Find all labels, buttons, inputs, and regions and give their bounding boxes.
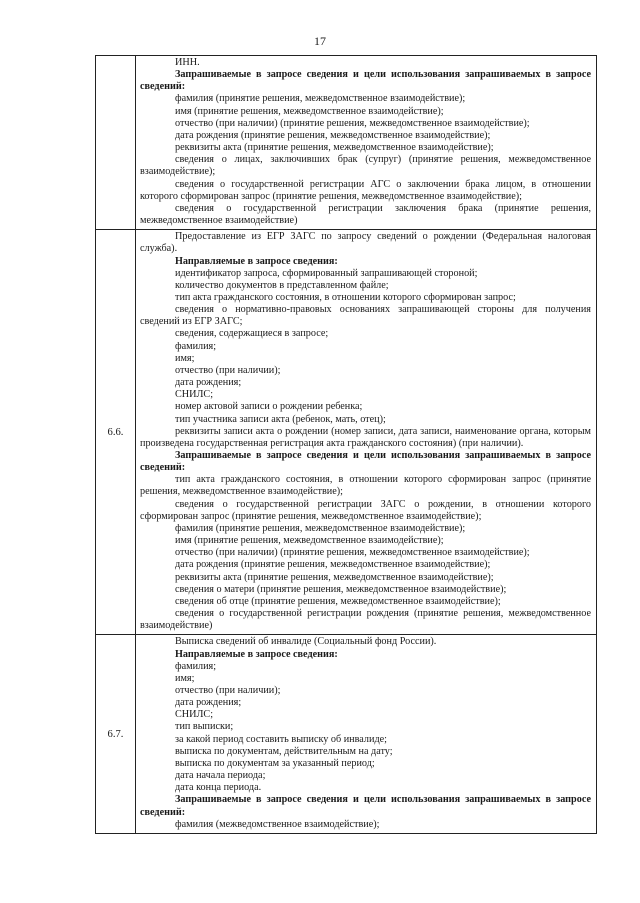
row-content [136,230,597,635]
list-item: сведения о государственной регистрации АГС о заключении брака лицом, в отношении которого сформирован запрос (принятие решения, межведомственное взаимодействие); [140,178,591,202]
list-item: фамилия (принятие решения, межведомственное взаимодействие); [175,522,466,534]
list-item: количество документов в представленном файле; [175,279,389,291]
list-item: выписка по документам за указанный период; [175,757,375,769]
list-item: Выписка сведений об инвалиде (Социальный фонд России). [175,636,437,648]
list-item: дата рождения; [175,377,242,389]
table-row [96,230,597,635]
row-number: 6.6. [96,230,136,635]
list-item: сведения о государственной регистрации рождения (принятие решения, межведомственное взаимодействие) [140,608,591,632]
list-item: отчество (при наличии); [175,684,281,696]
list-item: СНИЛС; [175,709,214,721]
section-heading: Направляемые в запросе сведения: [175,648,338,660]
list-item: идентификатор запроса, сформированный запрашивающей стороной; [175,267,478,279]
row-content [136,56,597,230]
list-item: фамилия; [175,660,217,672]
page-number: 17 [314,34,326,48]
list-item: сведения, содержащиеся в запросе; [175,328,329,340]
list-item: тип акта гражданского состояния, в отношении которого сформирован запрос (принятие решения, межведомственное взаимодействие); [140,474,591,498]
list-item: тип акта гражданского состояния, в отношении которого сформирован запрос; [175,291,516,303]
list-item: сведения о матери (принятие решения, межведомственное взаимодействие); [175,583,507,595]
list-item: сведения об отце (принятие решения, межведомственное взаимодействие); [175,595,501,607]
row-number: 6.7. [96,635,136,834]
list-item: СНИЛС; [175,389,214,401]
list-item: отчество (при наличии) (принятие решения, межведомственное взаимодействие); [175,547,530,559]
table-row [96,56,597,230]
row-number [96,56,136,230]
list-item: за какой период составить выписку об инвалиде; [175,733,387,745]
list-item: реквизиты акта (принятие решения, межведомственное взаимодействие); [175,142,494,154]
list-item: фамилия; [175,340,217,352]
list-item: сведения о государственной регистрации заключения брака (принятие решения, межведомственное взаимодействие) [140,202,591,227]
list-item: выписка по документам, действительным на дату; [175,745,393,757]
list-item: имя (принятие решения, межведомственное взаимодействие); [175,535,444,547]
list-item: фамилия (межведомственное взаимодействие); [175,818,380,830]
list-item: фамилия (принятие решения, межведомственное взаимодействие); [175,93,466,105]
list-item: сведения о нормативно-правовых основаниях запрашивающей стороны для получения сведений из ЕГР ЗАГС; [140,304,591,328]
list-item: имя (принятие решения, межведомственное взаимодействие); [175,105,444,117]
section-heading: Запрашиваемые в запросе сведения и цели использования запрашиваемых в запросе сведений: [140,450,591,474]
list-item: Предоставление из ЕГР ЗАГС по запросу сведений о рождении (Федеральная налоговая служба). [140,231,591,255]
list-item: тип участника записи акта (ребенок, мать, отец); [175,413,386,425]
list-item: номер актовой записи о рождении ребенка; [175,401,363,413]
list-item: ИНН. [175,57,200,68]
table-row [96,635,597,834]
list-item: отчество (при наличии); [175,364,281,376]
list-item: дата рождения; [175,697,242,709]
list-item: сведения о государственной регистрации ЗАГС о рождении, в отношении которого сформирован запрос (принятие решения, межведомственное взаимодействие); [140,498,591,522]
row-content [136,635,597,834]
list-item: дата рождения (принятие решения, межведомственное взаимодействие); [175,559,491,571]
list-item: тип выписки; [175,721,234,733]
list-item: имя; [175,672,195,684]
list-item: дата начала периода; [175,770,266,782]
list-item: дата конца периода. [175,782,262,794]
list-item: имя; [175,352,195,364]
section-heading: Запрашиваемые в запросе сведения и цели использования запрашиваемых в запросе сведений: [140,794,591,818]
list-item: реквизиты записи акта о рождении (номер записи, дата записи, наименование органа, которым произведена государственная регистрация акта гражданского состояния) (при наличии). [140,425,591,449]
list-item: реквизиты акта (принятие решения, межведомственное взаимодействие); [175,571,494,583]
section-heading: Запрашиваемые в запросе сведения и цели использования запрашиваемых в запросе сведений: [140,69,591,93]
list-item: сведения о лицах, заключивших брак (супруг) (принятие решения, межведомственное взаимодействие); [140,154,591,178]
section-heading: Направляемые в запросе сведения: [175,255,338,267]
requirements-table [95,55,597,834]
list-item: отчество (при наличии) (принятие решения, межведомственное взаимодействие); [175,117,530,129]
list-item: дата рождения (принятие решения, межведомственное взаимодействие); [175,129,491,141]
